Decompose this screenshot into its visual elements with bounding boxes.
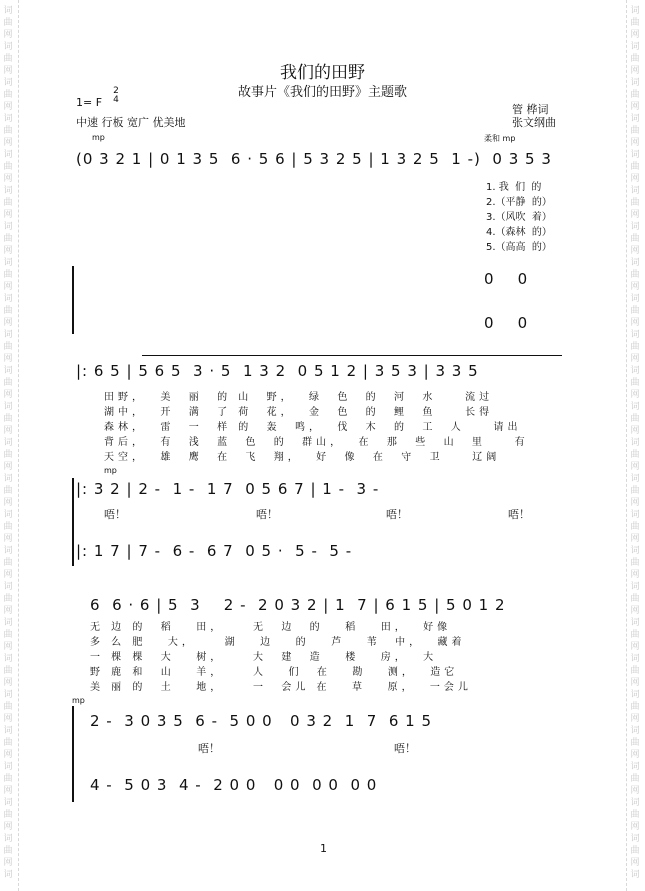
watermark-glyph: 词 [3, 654, 13, 664]
watermark-glyph: 网 [630, 534, 640, 544]
watermark-glyph: 网 [630, 642, 640, 652]
watermark-glyph: 曲 [630, 594, 640, 604]
watermark-glyph: 曲 [630, 198, 640, 208]
watermark-glyph: 词 [630, 438, 640, 448]
watermark-glyph: 曲 [3, 234, 13, 244]
system2-brace [72, 266, 74, 334]
watermark-glyph: 词 [630, 330, 640, 340]
watermark-glyph: 词 [630, 618, 640, 628]
time-bottom: 4 [113, 95, 119, 105]
watermark-glyph: 词 [630, 186, 640, 196]
watermark-glyph: 曲 [630, 414, 640, 424]
watermark-glyph: 词 [630, 474, 640, 484]
watermark-glyph: 曲 [3, 450, 13, 460]
song-title: 我们的田野 [280, 63, 365, 83]
watermark-glyph: 词 [630, 546, 640, 556]
lyrics-line-1: 田野， 美 丽 的 山 野， 绿 色 的 河 水 流过 [104, 392, 494, 403]
watermark-glyph: 词 [3, 114, 13, 124]
hum-3: 唔！ [386, 508, 408, 521]
lyrics-line-3: 森林， 雷 一 样 的 轰 鸣， 伐 木 的 工 人 请出 [104, 422, 522, 433]
watermark-glyph: 曲 [3, 702, 13, 712]
page-number: 1 [320, 842, 327, 855]
watermark-glyph: 曲 [3, 378, 13, 388]
continuation-line-1: 无 边 的 稻 田， 无 边 的 稻 田， 好像 [90, 622, 452, 633]
watermark-glyph: 曲 [630, 342, 640, 352]
watermark-glyph: 曲 [630, 90, 640, 100]
watermark-glyph: 网 [630, 354, 640, 364]
watermark-glyph: 曲 [3, 666, 13, 676]
lyrics-line-5: 天空， 雄 鹰 在 飞 翔， 好 像 在 守 卫 辽阔 [104, 452, 501, 463]
watermark-glyph: 曲 [630, 522, 640, 532]
watermark-glyph: 词 [3, 618, 13, 628]
watermark-glyph: 曲 [630, 378, 640, 388]
watermark-glyph: 曲 [630, 486, 640, 496]
watermark-glyph: 网 [630, 390, 640, 400]
verse-labels [486, 178, 572, 253]
watermark-glyph: 网 [3, 714, 13, 724]
watermark-glyph: 网 [3, 750, 13, 760]
watermark-glyph: 网 [630, 714, 640, 724]
lyrics-line-4: 背后， 有 浅 蓝 色 的 群山， 在 那 些 山 里 有 [104, 437, 529, 448]
dynamic-mp-end: mp [72, 696, 85, 705]
watermark-glyph: 曲 [3, 198, 13, 208]
watermark-glyph: 网 [3, 570, 13, 580]
watermark-glyph: 词 [630, 834, 640, 844]
watermark-glyph: 曲 [630, 558, 640, 568]
watermark-glyph: 词 [3, 6, 13, 16]
watermark-glyph: 网 [3, 354, 13, 364]
left-watermark [2, 0, 16, 891]
watermark-glyph: 网 [3, 786, 13, 796]
watermark-glyph: 网 [630, 246, 640, 256]
continuation-line-2: 多 么 肥 大， 湖 边 的 芦 苇 中， 藏着 [90, 637, 466, 648]
watermark-glyph: 词 [630, 402, 640, 412]
watermark-glyph: 词 [3, 42, 13, 52]
watermark-glyph: 网 [630, 102, 640, 112]
watermark-glyph: 曲 [3, 774, 13, 784]
watermark-glyph: 网 [3, 606, 13, 616]
watermark-glyph: 词 [630, 366, 640, 376]
watermark-glyph: 网 [630, 498, 640, 508]
watermark-glyph: 词 [3, 870, 13, 880]
watermark-glyph: 词 [3, 402, 13, 412]
watermark-glyph: 网 [3, 498, 13, 508]
watermark-glyph: 网 [3, 534, 13, 544]
watermark-glyph: 网 [3, 66, 13, 76]
watermark-glyph: 网 [630, 426, 640, 436]
watermark-glyph: 网 [3, 678, 13, 688]
watermark-glyph: 词 [630, 114, 640, 124]
watermark-glyph: 词 [630, 870, 640, 880]
watermark-glyph: 网 [630, 606, 640, 616]
watermark-glyph: 网 [3, 390, 13, 400]
watermark-glyph: 词 [630, 762, 640, 772]
watermark-glyph: 词 [630, 510, 640, 520]
harmony-upper: |: 3 2 | 2 - 1 - 1 7 0 5 6 7 | 1 - 3 - [76, 480, 380, 498]
watermark-glyph: 曲 [3, 810, 13, 820]
watermark-glyph: 词 [3, 834, 13, 844]
watermark-glyph: 词 [3, 438, 13, 448]
watermark-glyph: 曲 [630, 702, 640, 712]
watermark-glyph: 网 [630, 786, 640, 796]
watermark-glyph: 曲 [630, 666, 640, 676]
verse-label-2: 2.（平静 的） [486, 197, 552, 208]
left-dashed-border [18, 0, 19, 891]
watermark-glyph: 曲 [3, 90, 13, 100]
watermark-glyph: 曲 [630, 54, 640, 64]
watermark-glyph: 曲 [3, 342, 13, 352]
watermark-glyph: 词 [3, 330, 13, 340]
watermark-glyph: 曲 [3, 738, 13, 748]
watermark-glyph: 曲 [630, 270, 640, 280]
watermark-glyph: 网 [630, 282, 640, 292]
watermark-glyph: 词 [3, 294, 13, 304]
watermark-glyph: 网 [630, 462, 640, 472]
watermark-glyph: 网 [630, 174, 640, 184]
watermark-glyph: 词 [630, 42, 640, 52]
right-dashed-border [626, 0, 627, 891]
verse-label-4: 4.（森林 的） [486, 227, 552, 238]
lyricist: 管 桦词 [512, 103, 549, 116]
continuation-lyrics [90, 618, 472, 693]
watermark-glyph: 曲 [630, 162, 640, 172]
watermark-glyph: 词 [3, 186, 13, 196]
dynamic-mp-intro: mp [92, 133, 105, 142]
verse-label-1: 1. 我 们 的 [486, 182, 542, 193]
composer: 张文纲曲 [512, 116, 556, 129]
watermark-glyph: 曲 [3, 126, 13, 136]
system6-brace [72, 706, 74, 802]
watermark-glyph: 曲 [3, 630, 13, 640]
watermark-glyph: 网 [630, 570, 640, 580]
watermark-glyph: 词 [630, 222, 640, 232]
watermark-glyph: 曲 [3, 486, 13, 496]
watermark-glyph: 网 [3, 138, 13, 148]
watermark-glyph: 词 [3, 366, 13, 376]
watermark-glyph: 曲 [3, 54, 13, 64]
song-subtitle: 故事片《我们的田野》主题歌 [237, 85, 407, 100]
hum-4: 唔！ [508, 508, 530, 521]
hum-6: 唔！ [394, 742, 416, 755]
watermark-glyph: 网 [630, 858, 640, 868]
watermark-glyph: 网 [3, 426, 13, 436]
time-top: 2 [113, 86, 119, 96]
watermark-glyph: 词 [3, 474, 13, 484]
lyrics-line-2: 湖中， 开 满 了 荷 花， 金 色 的 鲤 鱼 长得 [104, 407, 494, 418]
hum-2: 唔！ [256, 508, 278, 521]
continuation-line-5: 美 丽 的 土 地， 一 会儿 在 草 原， 一会儿 [90, 682, 472, 693]
time-signature [112, 87, 120, 105]
watermark-glyph: 词 [630, 582, 640, 592]
ending-lower: 4 - 5 0 3 4 - 2 0 0 0 0 0 0 0 0 [90, 776, 378, 794]
watermark-glyph: 曲 [3, 414, 13, 424]
watermark-glyph: 词 [3, 150, 13, 160]
watermark-glyph: 词 [3, 546, 13, 556]
tempo-marking: 中速 行板 宽广 优美地 [76, 116, 186, 129]
key-signature: 1= F [76, 96, 103, 109]
continuation-line-4: 野 鹿 和 山 羊， 人 们 在 勘 测， 造它 [90, 667, 459, 678]
system3-beam [142, 355, 562, 356]
hum-5: 唔！ [198, 742, 220, 755]
watermark-glyph: 曲 [3, 162, 13, 172]
watermark-glyph: 词 [3, 258, 13, 268]
watermark-glyph: 曲 [630, 18, 640, 28]
watermark-glyph: 网 [630, 210, 640, 220]
watermark-glyph: 词 [630, 726, 640, 736]
ending-upper: 2 - 3 0 3 5 6 - 5 0 0 0 3 2 1 7 6 1 5 [90, 712, 433, 730]
watermark-glyph: 网 [630, 66, 640, 76]
watermark-glyph: 词 [630, 654, 640, 664]
watermark-glyph: 词 [630, 690, 640, 700]
hum-1: 唔！ [104, 508, 126, 521]
watermark-glyph: 曲 [3, 594, 13, 604]
watermark-glyph: 词 [630, 798, 640, 808]
watermark-glyph: 网 [3, 822, 13, 832]
watermark-glyph: 曲 [630, 126, 640, 136]
watermark-glyph: 词 [3, 798, 13, 808]
watermark-glyph: 词 [630, 78, 640, 88]
watermark-glyph: 网 [3, 858, 13, 868]
watermark-glyph: 曲 [630, 306, 640, 316]
system2-lower: 0 0 [484, 314, 529, 332]
watermark-glyph: 曲 [3, 522, 13, 532]
watermark-glyph: 网 [630, 318, 640, 328]
watermark-glyph: 网 [3, 462, 13, 472]
watermark-glyph: 网 [3, 282, 13, 292]
harmony-lower: |: 1 7 | 7 - 6 - 6 7 0 5 · 5 - 5 - [76, 542, 353, 560]
watermark-glyph: 词 [3, 690, 13, 700]
verse-label-5: 5.（高高 的） [486, 242, 552, 253]
watermark-glyph: 网 [630, 138, 640, 148]
intro-melody: (0 3 2 1 | 0 1 3 5 6 · 5 6 | 5 3 2 5 | 1 3 2 5 1 -) 0 3 5 3 [76, 150, 552, 168]
watermark-glyph: 曲 [630, 810, 640, 820]
verse-melody: |: 6 5 | 5 6 5 3 · 5 1 3 2 0 5 1 2 | 3 5 3 | 3 3 5 [76, 362, 479, 380]
continuation-line-3: 一 棵 棵 大 树， 大 建 造 楼 房， 大 [90, 652, 438, 663]
watermark-glyph: 词 [630, 150, 640, 160]
watermark-glyph: 词 [630, 6, 640, 16]
watermark-glyph: 网 [3, 102, 13, 112]
watermark-glyph: 曲 [3, 558, 13, 568]
watermark-glyph: 曲 [630, 846, 640, 856]
watermark-glyph: 曲 [3, 270, 13, 280]
watermark-glyph: 网 [3, 174, 13, 184]
system4-brace [72, 478, 74, 566]
watermark-glyph: 曲 [630, 774, 640, 784]
verse-lyrics [104, 388, 529, 463]
dynamic-mp-harmony: mp [104, 466, 117, 475]
watermark-glyph: 曲 [3, 846, 13, 856]
watermark-glyph: 词 [3, 762, 13, 772]
watermark-glyph: 词 [3, 222, 13, 232]
watermark-glyph: 网 [630, 678, 640, 688]
watermark-glyph: 曲 [630, 630, 640, 640]
melody-continuation: 6 6 · 6 | 5 3 2 - 2 0 3 2 | 1 7 | 6 1 5 | 5 0 1 2 [90, 596, 506, 614]
watermark-glyph: 网 [3, 210, 13, 220]
watermark-glyph: 网 [3, 318, 13, 328]
watermark-glyph: 词 [3, 78, 13, 88]
verse-label-3: 3.（风吹 着） [486, 212, 552, 223]
right-watermark [629, 0, 643, 891]
watermark-glyph: 曲 [630, 738, 640, 748]
watermark-glyph: 词 [3, 582, 13, 592]
watermark-glyph: 网 [630, 750, 640, 760]
watermark-glyph: 词 [3, 510, 13, 520]
watermark-glyph: 曲 [3, 18, 13, 28]
watermark-glyph: 网 [3, 246, 13, 256]
watermark-glyph: 曲 [630, 234, 640, 244]
watermark-glyph: 曲 [630, 450, 640, 460]
watermark-glyph: 网 [3, 642, 13, 652]
watermark-glyph: 曲 [3, 306, 13, 316]
watermark-glyph: 网 [3, 30, 13, 40]
watermark-glyph: 网 [630, 30, 640, 40]
watermark-glyph: 网 [630, 822, 640, 832]
watermark-glyph: 词 [3, 726, 13, 736]
watermark-glyph: 词 [630, 258, 640, 268]
dynamic-soft: 柔和 mp [484, 134, 516, 143]
watermark-glyph: 词 [630, 294, 640, 304]
system2-upper: 0 0 [484, 270, 529, 288]
